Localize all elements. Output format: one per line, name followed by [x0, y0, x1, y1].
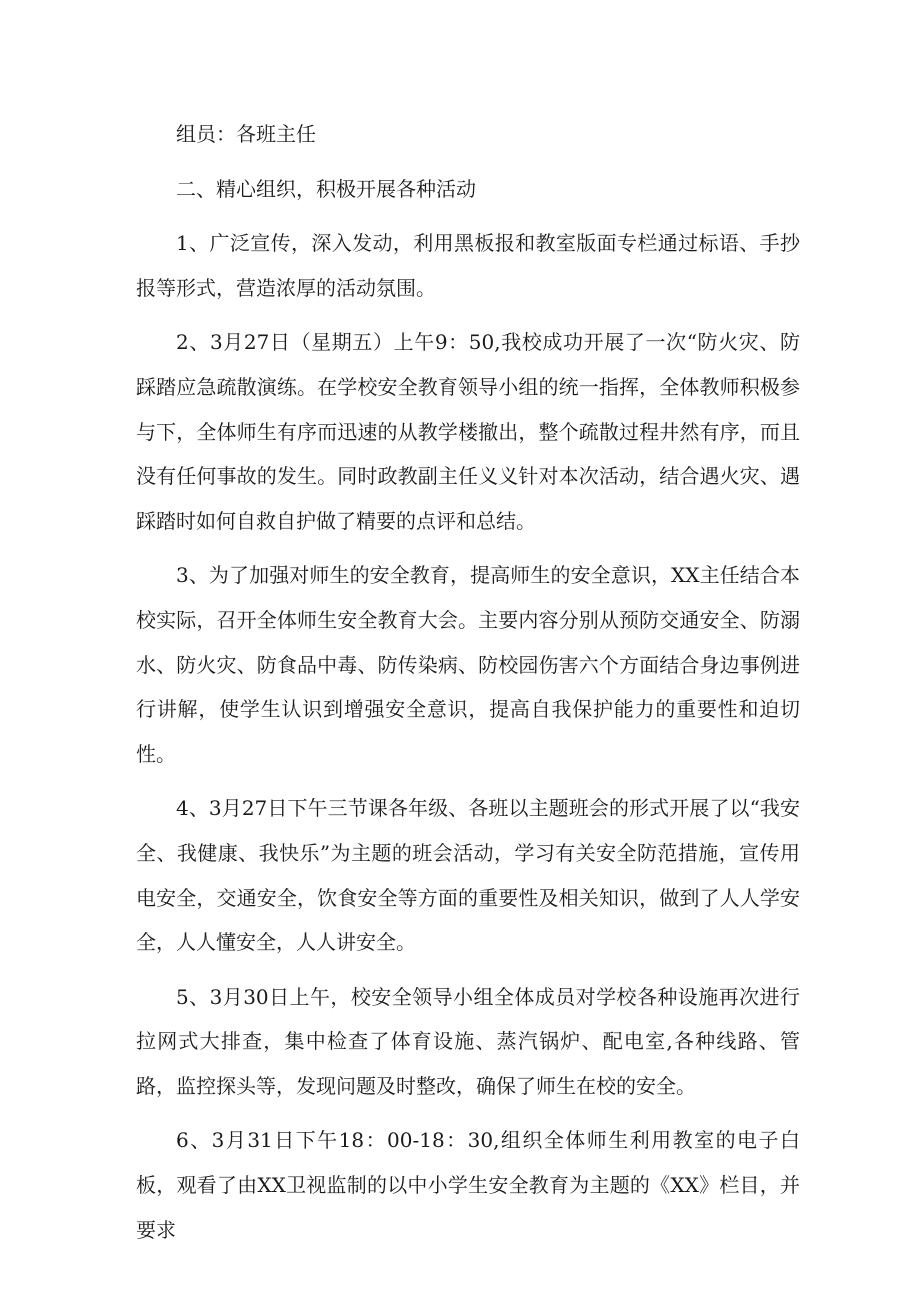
- paragraph-item-3: 3、为了加强对师生的安全教育，提高师生的安全意识，XX主任结合本校实际，召开全体师生安全教育大会。主要内容分别从预防交通安全、防溺水、防火灾、防食品中毒、防传染病、防校园伤害六个方面结合身边事例进行讲解，使学生认识到增强安全意识，提高自我保护能力的重要性和迫切性。: [136, 563, 800, 766]
- document-body: [136, 112, 800, 1262]
- paragraph-item-2: 2、3月27日（星期五）上午9：50,我校成功开展了一次“防火灾、防踩踏应急疏散演练。在学校安全教育领导小组的统一指挥，全体教师积极参与下，全体师生有序而迅速的从教学楼撤出，整个疏散过程井然有序，而且没有任何事故的发生。同时政教副主任义义针对本次活动，结合遇火灾、遇踩踏时如何自救自护做了精要的点评和总结。: [136, 330, 800, 533]
- paragraph-item-5: 5、3月30日上午，校安全领导小组全体成员对学校各种设施再次进行拉网式大排查，集中检查了体育设施、蒸汽锅炉、配电室,各种线路、管路，监控探头等，发现问题及时整改，确保了师生在校的安全。: [136, 984, 800, 1098]
- paragraph-item-1: 1、广泛宣传，深入发动，利用黑板报和教室版面专栏通过标语、手抄报等形式，营造浓厚的活动氛围。: [136, 231, 800, 300]
- paragraph-item-4: 4、3月27日下午三节课各年级、各班以主题班会的形式开展了以“我安全、我健康、我快乐”为主题的班会活动，学习有关安全防范措施，宣传用电安全，交通安全，饮食安全等方面的重要性及相关知识，做到了人人学安全，人人懂安全，人人讲安全。: [136, 796, 800, 955]
- paragraph-item-6: 6、3月31日下午18：00-18：30,组织全体师生利用教室的电子白板，观看了由XX卫视监制的以中小学生安全教育为主题的《XX》栏目，并要求: [136, 1128, 800, 1242]
- paragraph-members: 组员：各班主任: [176, 122, 316, 146]
- section-heading-activities: 二、精心组织，积极开展各种活动: [176, 176, 476, 201]
